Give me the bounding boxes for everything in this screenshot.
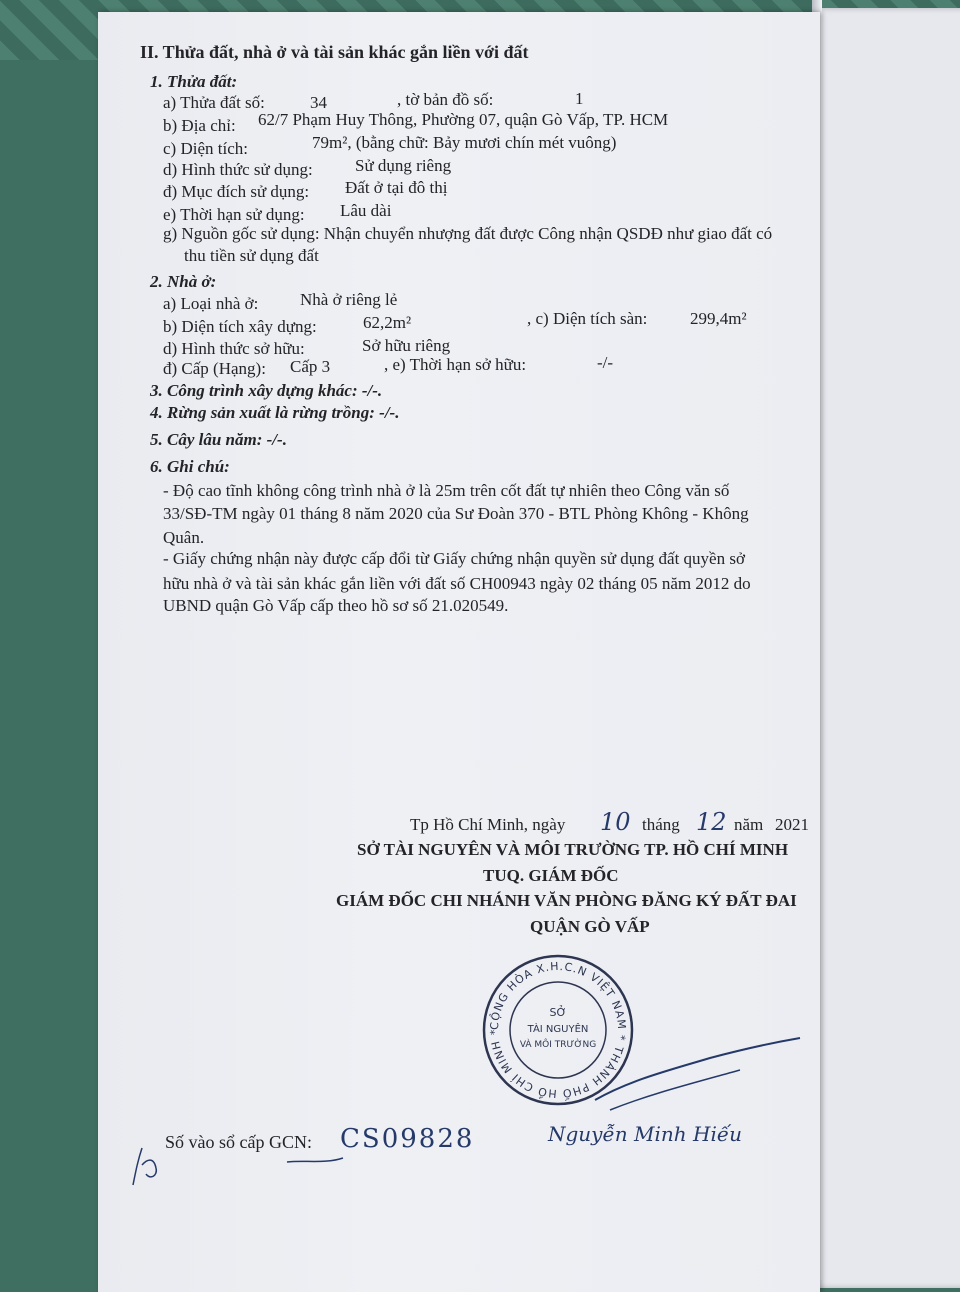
map-label: , tờ bản đồ số: bbox=[397, 90, 494, 109]
house-heading: 2. Nhà ở: bbox=[150, 272, 217, 291]
item-3: 3. Công trình xây dựng khác: -/-. bbox=[150, 381, 383, 400]
date-day: 10 bbox=[600, 808, 631, 836]
address-label: b) Địa chỉ: bbox=[163, 116, 236, 135]
date-year: 2021 bbox=[775, 815, 809, 834]
note-line: UBND quận Gò Vấp cấp theo hồ sơ số 21.020549. bbox=[163, 596, 509, 615]
use-form-value: Sử dụng riêng bbox=[355, 156, 452, 175]
grade-value: Cấp 3 bbox=[290, 357, 331, 376]
note-line: 33/SĐ-TM ngày 01 tháng 8 năm 2020 của Sư Đoàn 370 - BTL Phòng Không - Không bbox=[163, 504, 749, 523]
signer-title: GIÁM ĐỐC CHI NHÁNH VĂN PHÒNG ĐĂNG KÝ ĐẤT ĐAI bbox=[336, 891, 797, 910]
parcel-label: a) Thửa đất số: bbox=[163, 93, 265, 112]
signer-name: Nguyễn Minh Hiếu bbox=[548, 1122, 743, 1146]
term-value: Lâu dài bbox=[340, 201, 392, 220]
purpose-value: Đất ở tại đô thị bbox=[345, 178, 448, 197]
purpose-label: đ) Mục đích sử dụng: bbox=[163, 182, 310, 201]
district-name: QUẬN GÒ VẤP bbox=[530, 917, 650, 936]
date-month: 12 bbox=[696, 808, 727, 836]
item-4: 4. Rừng sản xuất là rừng trồng: -/-. bbox=[150, 403, 400, 422]
month-label: tháng bbox=[642, 815, 680, 834]
note-line: - Độ cao tĩnh không công trình nhà ở là 25m trên cốt đất tự nhiên theo Công văn số bbox=[163, 481, 730, 500]
register-label: Số vào sổ cấp GCN: bbox=[165, 1132, 312, 1152]
house-type-label: a) Loại nhà ở: bbox=[163, 294, 259, 313]
own-term-value: -/- bbox=[597, 353, 614, 372]
own-term-label: , e) Thời hạn sở hữu: bbox=[384, 355, 527, 374]
area-value: 79m², (bằng chữ: Bảy mươi chín mét vuông) bbox=[312, 133, 617, 152]
area-label: c) Diện tích: bbox=[163, 139, 248, 158]
land-heading: 1. Thửa đất: bbox=[150, 72, 238, 91]
stamp-center-line: VÀ MÔI TRƯỜNG bbox=[519, 1040, 597, 1050]
stamp-center-line: TÀI NGUYÊN bbox=[527, 1024, 589, 1035]
origin-line-1: g) Nguồn gốc sử dụng: Nhận chuyển nhượng đất được Công nhận QSDĐ như giao đất có bbox=[163, 224, 773, 243]
address-value: 62/7 Phạm Huy Thông, Phường 07, quận Gò Vấp, TP. HCM bbox=[258, 110, 669, 129]
built-area-label: b) Diện tích xây dựng: bbox=[163, 317, 317, 336]
use-form-label: d) Hình thức sử dụng: bbox=[163, 160, 313, 179]
floor-area-label: , c) Diện tích sàn: bbox=[527, 309, 648, 328]
register-number: CS09828 bbox=[340, 1124, 475, 1154]
notes-heading: 6. Ghi chú: bbox=[150, 457, 230, 476]
note-line: Quân. bbox=[163, 528, 205, 547]
initials-mark bbox=[128, 1140, 168, 1190]
date-prefix: Tp Hồ Chí Minh, ngày bbox=[410, 815, 566, 834]
house-type-value: Nhà ở riêng lẻ bbox=[300, 290, 398, 309]
origin-line-2: thu tiền sử dụng đất bbox=[184, 246, 319, 265]
note-line: hữu nhà ở và tài sản khác gắn liền với đất số CH00943 ngày 02 tháng 05 năm 2012 do bbox=[163, 574, 751, 593]
stamp-ring-text: CỘNG HÒA X.H.C.N VIỆT NAM * THÀNH PHỐ HỒ CHÍ MINH * bbox=[487, 959, 629, 1101]
grade-label: đ) Cấp (Hạng): bbox=[163, 359, 266, 378]
org-name: SỞ TÀI NGUYÊN VÀ MÔI TRƯỜNG TP. HỒ CHÍ MINH bbox=[357, 840, 789, 859]
adjacent-page bbox=[812, 8, 960, 1288]
year-label: năm bbox=[734, 815, 764, 834]
item-5: 5. Cây lâu năm: -/-. bbox=[150, 430, 287, 449]
signature-stroke bbox=[590, 1010, 810, 1120]
underline-mark bbox=[285, 1150, 345, 1170]
ownership-value: Sở hữu riêng bbox=[362, 336, 451, 355]
floor-area-value: 299,4m² bbox=[690, 309, 747, 328]
note-line: - Giấy chứng nhận này được cấp đổi từ Giấy chứng nhận quyền sử dụng đất quyền sở bbox=[163, 549, 745, 568]
parcel-number: 34 bbox=[310, 93, 327, 112]
map-number: 1 bbox=[575, 89, 584, 108]
ownership-label: d) Hình thức sở hữu: bbox=[163, 339, 305, 358]
on-behalf: TUQ. GIÁM ĐỐC bbox=[483, 866, 619, 885]
section-title: II. Thửa đất, nhà ở và tài sản khác gắn liền với đất bbox=[140, 42, 529, 62]
stamp-center-line: SỞ bbox=[549, 1006, 567, 1019]
built-area-value: 62,2m² bbox=[363, 313, 412, 332]
term-label: e) Thời hạn sử dụng: bbox=[163, 205, 305, 224]
